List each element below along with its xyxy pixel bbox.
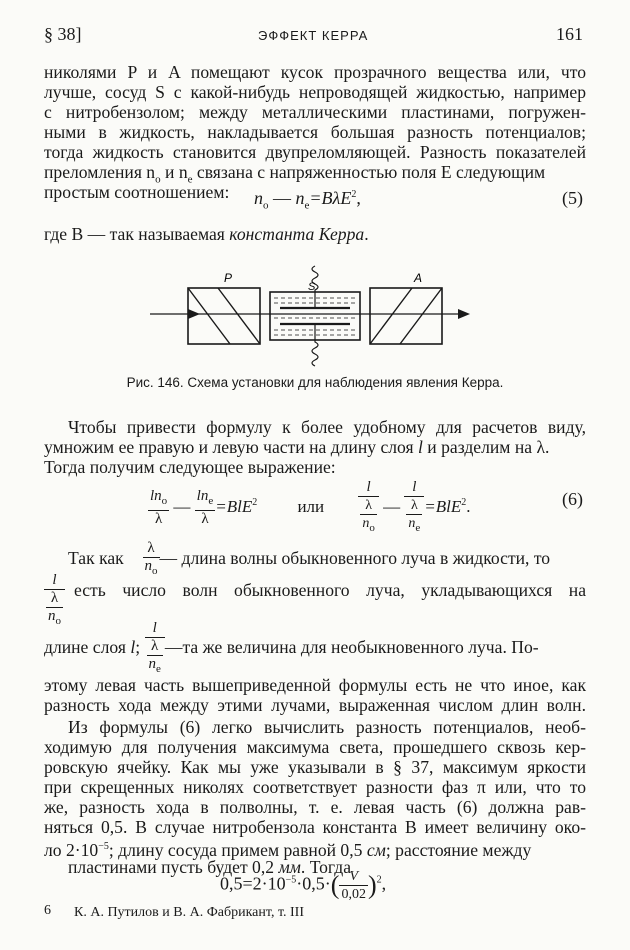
footer-text: К. А. Путилов и В. А. Фабрикант, т. III <box>74 905 305 920</box>
fraction-l-lambda-no: $\frac{l}{\frac{\lambda}{n_o}}$ <box>44 572 65 630</box>
equation-7: $0,5=2\cdot 10^{-5}\cdot 0,5\cdot$( $\frac{V}{0,02}$ )$^2$, <box>220 869 387 902</box>
text-line: пластинами пусть будет 0,2 мм. Тогда <box>68 857 352 877</box>
equation-5: $n_o$ — $n_e=B\lambda E^2$, <box>254 188 361 212</box>
text-line: тогда жидкость становится двупреломляющей. Разность показателей <box>44 142 586 162</box>
text-line: Тогда получим следующее выражение: <box>44 457 336 477</box>
equation-number: (6) <box>562 489 583 509</box>
page-number: 161 <box>556 24 583 44</box>
arrow-head-icon <box>188 309 200 319</box>
text-line: ровскую ячейку. Как мы уже указывали в § 37, максимум яркости <box>44 757 586 777</box>
text-line: Из формулы (6) легко вычислить разность потенциалов, необ- <box>68 717 586 737</box>
text-line: при скрещенных николях соответствует разности фаз π или, что то <box>44 777 586 797</box>
label-a: A <box>414 271 423 285</box>
text-line: няться 0,5. В случае нитробензола константа B имеет величину око- <box>44 817 586 837</box>
text-line: же, разность хода в полволны, т. е. левая часть (6) должна рав- <box>44 797 586 817</box>
text-line: длине слоя l; $\frac{l}{\frac{\lambda}{n_e}}$ —та же величина для необыкновенного луча. По- <box>44 620 539 678</box>
arrow-head-icon <box>458 309 470 319</box>
text-line: разность хода между этими лучами, выраженная числом длин волн. <box>44 695 586 715</box>
label-s: S <box>308 281 316 293</box>
equation-6: $\frac{\ln_o}{\lambda}$ — $\frac{\ln_e}{\lambda}$ =BlE$^2$ или $\frac{l}{\frac{\lambda}{n_o}}$ — $\frac{l}{\frac{\lambda}{n_e}}$ =BlE$^2$. <box>148 479 471 537</box>
text-line: ходимую для получения максимума света, прошедшего сквозь кер- <box>44 737 586 757</box>
text-line: с нитробензолом; между металлическими пластинами, погружен- <box>44 102 586 122</box>
signature-number: 6 <box>44 903 51 918</box>
text-line: преломления $n_o$ и $n_e$ связана с напряженностью поля E следующим <box>44 162 546 186</box>
figure-caption: Рис. 146. Схема установки для наблюдения явления Керра. <box>126 375 504 390</box>
equation-number: (5) <box>562 188 583 208</box>
text-line: ными в жидкость, накладывается большая разность потенциалов; <box>44 122 586 142</box>
running-title: ЭФФЕКТ КЕРРА <box>258 28 369 43</box>
text-line: ло $2\cdot 10^{-5}$; длину сосуда примем равной 0,5 см; расстояние между <box>44 839 532 860</box>
text-line: простым соотношением: <box>44 182 230 202</box>
kerr-definition: где B — так называемая константа Керра. <box>44 224 369 244</box>
text-line: этому левая часть вышеприведенной формулы есть не что иное, как <box>44 675 586 695</box>
text-line: Чтобы привести формулу к более удобному для расчетов виду, <box>68 417 586 437</box>
text-line: лучше, сосуд S с какой-нибудь непроводящей жидкостью, например <box>44 82 586 102</box>
label-p: P <box>224 271 233 285</box>
text-line: Так как $\frac{\lambda}{n_o}$ — длина волны обыкновенного луча в жидкости, то <box>68 540 586 580</box>
kerr-setup-figure <box>140 258 480 370</box>
text-line: есть число волн обыкновенного луча, укладывающихся на <box>74 580 586 600</box>
text-line: умножим ее правую и левую части на длину слоя l и разделим на λ. <box>44 437 550 457</box>
text-line: николями P и A помещают кусок прозрачного вещества или, что <box>44 62 586 82</box>
section-ref: § 38] <box>44 24 82 44</box>
